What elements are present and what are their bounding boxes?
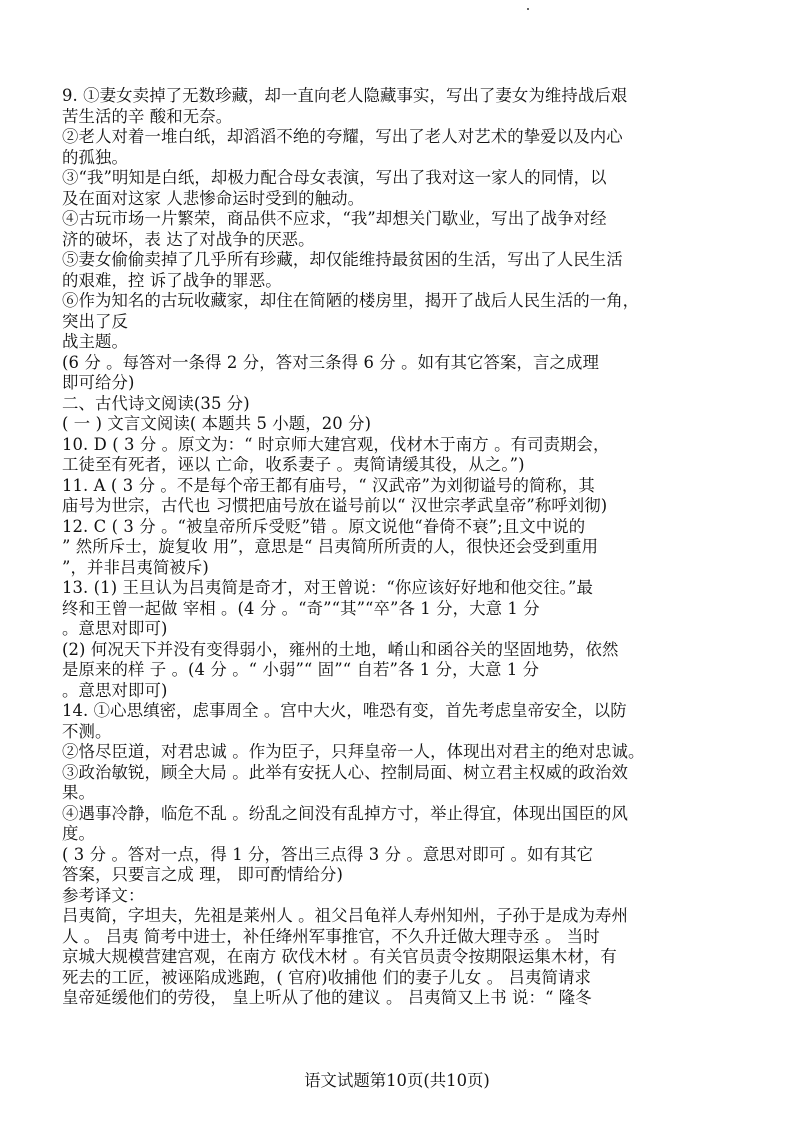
text-line: 11. A ( 3 分 。不是每个帝王都有庙号，“ 汉武帝”为刘彻谥号的简称，其 — [62, 475, 595, 495]
text-line: 及在面对这家 人悲惨命运时受到的触动。 — [62, 188, 365, 208]
text-line: ③政治敏锐，顾全大局 。此举有安抚人心、控制局面、树立君主权威的政治效 — [62, 762, 628, 782]
text-line: 。意思对即可) — [62, 619, 168, 638]
text-line: 吕夷简，字坦夫，先祖是莱州人 。祖父吕龟祥人寿州知州，子孙于是成为寿州 — [62, 906, 628, 925]
text-line: ”，并非吕夷简被斥) — [62, 557, 209, 577]
scan-dot — [527, 8, 529, 10]
text-line: ④古玩市场一片繁荣，商品供不应求，“我”却想关门歇业，写出了战争对经 — [62, 209, 607, 228]
text-line: 果。 — [62, 783, 95, 802]
text-line: 突出了反 — [62, 311, 128, 331]
text-line: 是原来的样 子 。(4 分 。“ 小弱”“ 固”“ 自若”各 1 分，大意 1 分 — [62, 660, 540, 679]
text-line: 不测。 — [62, 721, 112, 741]
text-line: 12. C ( 3 分 。“被皇帝所斥受贬”错 。原文说他“眷倚不衰”;且文中说的 — [62, 516, 586, 536]
text-line: 终和王曾一起做 宰相 。(4 分 。“奇”“其”“卒”各 1 分，大意 1 分 — [62, 598, 540, 618]
text-line: 的孤独。 — [62, 147, 128, 167]
text-line: 度。 — [62, 824, 95, 843]
text-line: ⑤妻女偷偷卖掉了几乎所有珍藏，却仅能维持最贫困的生活，写出了人民生活 — [62, 250, 623, 269]
text-line: 济的破坏，表 达了对战争的厌恶。 — [62, 229, 315, 249]
text-line: 的艰难，控 诉了战争的罪恶。 — [62, 270, 282, 290]
text-line: (6 分 。每答对一条得 2 分，答对三条得 6 分 。如有其它答案，言之成理 — [62, 352, 599, 372]
text-line: 人 。 吕夷 简考中进士，补任绛州军事推官，不久升迁做大理寺丞 。 当时 — [62, 926, 600, 946]
text-line: ②老人对着一堆白纸，却滔滔不绝的夸耀，写出了老人对艺术的挚爱以及内心 — [62, 127, 623, 146]
text-line: 9. ①妻女卖掉了无数珍藏，却一直向老人隐藏事实，写出了妻女为维持战后艰 — [62, 86, 628, 105]
text-line: 答案，只要言之成 理， 即可酌情给分) — [62, 865, 343, 884]
page-footer: 语文试题第10页(共10页) — [304, 1071, 490, 1090]
text-line: 工徒至有死者，诬以 亡命，收系妻子 。夷简请缓其役，从之。”) — [62, 455, 525, 474]
text-line: 皇帝延缓他们的劳役， 皇上听从了他的建议 。 吕夷简又上书 说：“ 隆冬 — [62, 988, 592, 1007]
answer-text-body — [62, 86, 752, 1009]
text-line: 14. ①心思缜密，虑事周全 。宫中大火，唯恐有变，首先考虑皇帝安全，以防 — [62, 701, 627, 720]
text-line: 战主题。 — [62, 332, 128, 351]
text-line: 。意思对即可) — [62, 680, 168, 700]
text-line: 即可给分) — [62, 373, 135, 392]
text-line: 13. (1) 王旦认为吕夷简是奇才，对王曾说：“你应该好好地和他交往。”最 — [62, 578, 593, 597]
text-line: 10. D ( 3 分 。原文为：“ 时京师大建宫观，伐材木于南方 。有司责期会， — [62, 434, 610, 454]
text-line: 京城大规模营建宫观，在南方 砍伐木材 。有关官员责令按期限运集木材，有 — [62, 947, 617, 966]
text-line: ⑥作为知名的古玩收藏家，却住在简陋的楼房里，揭开了战后人民生活的一角， — [62, 291, 640, 310]
text-line: ②恪尽臣道，对君忠诚 。作为臣子，只拜皇帝一人，体现出对君主的绝对忠诚。 — [62, 742, 645, 761]
text-line: ( 3 分 。答对一点，得 1 分，答出三点得 3 分 。意思对即可 。如有其它 — [62, 844, 594, 864]
text-line: 死去的工匠，被诬陷成逃跑，( 官府)收捕他 们的妻子儿女 。 吕夷简请求 — [62, 967, 591, 987]
text-line: ( 一 ) 文言文阅读( 本题共 5 小题，20 分) — [62, 414, 372, 433]
text-line: ” 然所斥士，旋复收 用”，意思是“ 吕夷简所所责的人，很快还会受到重用 — [62, 537, 599, 556]
text-line: (2) 何况天下并没有变得弱小，雍州的土地，崤山和函谷关的坚固地势，依然 — [62, 639, 619, 659]
text-line: ④遇事冷静，临危不乱 。纷乱之间没有乱掉方寸，举止得宜，体现出国臣的风 — [62, 803, 628, 823]
text-line: 二、古代诗文阅读(35 分) — [62, 393, 250, 413]
text-line: 参考译文： — [62, 885, 145, 905]
text-line: 苦生活的辛 酸和无奈。 — [62, 106, 233, 126]
text-line: ③“我”明知是白纸，却极力配合母女表演，写出了我对这一家人的同情，以 — [62, 168, 607, 187]
text-line: 庙号为世宗，古代也 习惯把庙号放在谥号前以“ 汉世宗孝武皇帝”称呼刘彻) — [62, 496, 608, 515]
